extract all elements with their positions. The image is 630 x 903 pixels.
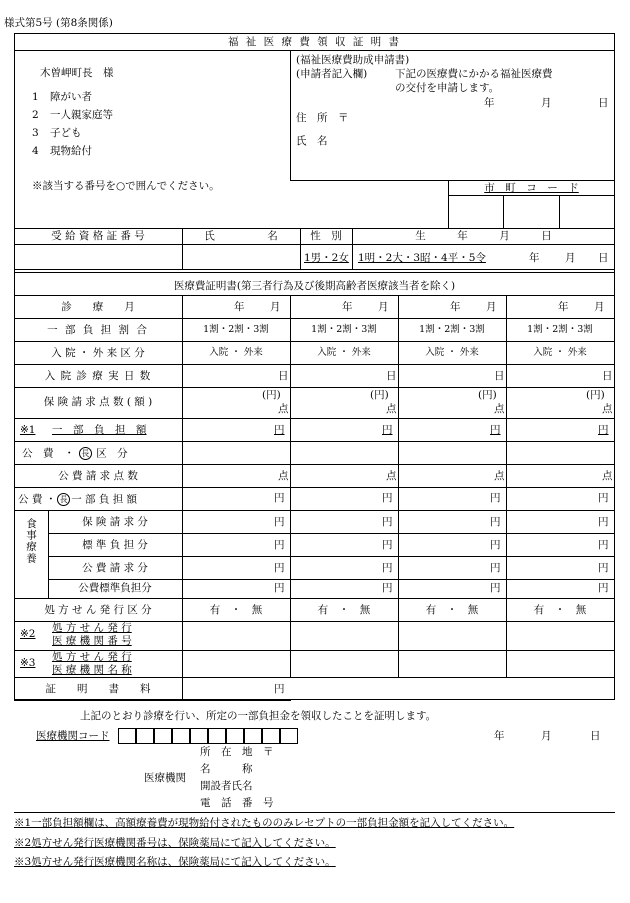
divider: [290, 50, 291, 181]
row-label-month: 診 療 月: [61, 301, 135, 313]
row-label-public-points: 公 費 請 求 点 数: [58, 470, 138, 482]
dob-label: 生 年 月 日: [415, 230, 552, 242]
institution-code-box[interactable]: [244, 728, 262, 744]
col4-days: 日: [602, 370, 613, 382]
name-label: 氏 名: [296, 135, 328, 147]
col3-in-out: 入院 ・ 外来: [425, 347, 479, 358]
row-label-points: 保 険 請 求 点 数 ( 額 ): [43, 396, 153, 408]
institution-code-label: 医療機関コード: [36, 730, 110, 742]
col4-public-points: 点: [602, 470, 613, 482]
col2-burden-amount: 円: [382, 424, 393, 436]
divider: [14, 269, 615, 270]
institution-code-box[interactable]: [262, 728, 280, 744]
col2-points-yen: (円): [370, 389, 389, 401]
col1-burden-amount: 円: [274, 424, 285, 436]
form-frame: [14, 33, 615, 700]
col3-points-yen: (円): [478, 389, 497, 401]
institution-name: 名 称: [200, 763, 253, 775]
divider: [14, 50, 615, 51]
institution-code-box[interactable]: [226, 728, 244, 744]
category-3-label: 子ども: [50, 127, 82, 139]
divider: [14, 387, 615, 388]
col1-month-month: 月: [270, 301, 281, 313]
row-label-burden-amount: 一 部 負 担 額: [52, 424, 147, 436]
divider: [14, 487, 615, 488]
address-label: 住 所 〒: [296, 112, 349, 124]
divider: [14, 295, 615, 296]
col3-points-unit: 点: [494, 403, 505, 415]
meal-label: 食事療養: [25, 518, 37, 564]
col1-rx-type: 有 ・ 無: [209, 604, 263, 616]
col4-in-out: 入院 ・ 外来: [533, 347, 587, 358]
institution-year: 年: [494, 730, 505, 742]
taku-mark: 長: [57, 493, 70, 506]
divider: [559, 195, 560, 228]
rx-no-line-1: 処 方 せ ん 発 行: [52, 622, 132, 634]
divider: [300, 228, 301, 270]
divider: [352, 228, 353, 270]
col4-meal-3: 円: [598, 562, 609, 574]
col3-month-month: 月: [486, 301, 497, 313]
rx-name-mark: ※3: [20, 657, 36, 669]
note-3: ※3処方せん発行医療機関名称は、保険薬局にて記入してください。: [14, 856, 336, 868]
institution-code-box[interactable]: [136, 728, 154, 744]
sex-label: 性 別: [310, 230, 342, 242]
circle-note: ※該当する番号を○で囲んでください。: [32, 180, 220, 192]
category-4-no: 4: [32, 145, 39, 157]
application-text-1: 下記の医療費にかかる福祉医療費: [395, 68, 553, 80]
col2-in-out: 入院 ・ 外来: [317, 347, 371, 358]
col4-public-burden: 円: [598, 492, 609, 504]
row-label-days: 入 院 診 療 実 日 数: [44, 370, 152, 382]
col3-burden-amount: 円: [490, 424, 501, 436]
col2-meal-3: 円: [382, 562, 393, 574]
col4-rx-type: 有 ・ 無: [533, 604, 587, 616]
city-code-label: 市 町 コ ー ド: [484, 182, 579, 194]
col3-meal-2: 円: [490, 539, 501, 551]
row-label-public-burden: 公 費 ・ 長 一 部 負 担 額: [18, 493, 138, 506]
divider: [14, 228, 615, 229]
medical-title: 医療費証明書(第三者行為及び後期高齢者医療該当者を除く): [173, 280, 456, 292]
dob-year: 年: [529, 252, 540, 264]
col3-public-points: 点: [494, 470, 505, 482]
col2-meal-4: 円: [382, 582, 393, 594]
institution-month: 月: [541, 730, 552, 742]
statement: 上記のとおり診療を行い、所定の一部負担金を領収したことを証明します。: [80, 710, 437, 722]
application-day: 日: [598, 97, 609, 109]
divider: [448, 195, 615, 196]
divider: [14, 244, 615, 245]
category-4-label: 現物給付: [50, 145, 92, 157]
col1-public-points: 点: [278, 470, 289, 482]
col4-meal-2: 円: [598, 539, 609, 551]
meal-row-3: 公 費 請 求 分: [82, 562, 148, 574]
category-2-label: 一人親家庭等: [50, 109, 113, 121]
category-1-no: 1: [32, 91, 39, 103]
form-title: 福 祉 医 療 費 領 収 証 明 書: [227, 36, 402, 48]
row-label-cert-fee: 証 明 書 料: [45, 683, 151, 695]
divider: [290, 180, 615, 181]
divider: [48, 556, 615, 557]
meal-row-1: 保 険 請 求 分: [82, 516, 148, 528]
rx-no-line-2: 医 療 機 関 番 号: [52, 635, 132, 647]
institution-founder: 開設者氏名: [200, 780, 253, 792]
application-year: 年: [484, 97, 495, 109]
col2-meal-1: 円: [382, 516, 393, 528]
institution-code-box[interactable]: [172, 728, 190, 744]
category-1-label: 障がい者: [50, 91, 92, 103]
row-label-rx-type: 処 方 せ ん 発 行 区 分: [44, 604, 152, 616]
institution-code-box[interactable]: [208, 728, 226, 744]
col3-month-year: 年: [450, 301, 461, 313]
divider: [14, 700, 291, 701]
application-heading: (福祉医療費助成申請書): [296, 54, 410, 66]
divider: [14, 441, 615, 442]
col4-burden-ratio: 1割・2割・3割: [527, 324, 593, 335]
application-month: 月: [541, 97, 552, 109]
col2-month-year: 年: [342, 301, 353, 313]
col1-meal-4: 円: [274, 582, 285, 594]
col1-in-out: 入院 ・ 外来: [209, 347, 263, 358]
category-3-no: 3: [32, 127, 39, 139]
col2-public-burden: 円: [382, 492, 393, 504]
divider: [503, 195, 504, 228]
col1-points-unit: 点: [278, 403, 289, 415]
form-number: 様式第5号 (第8条関係): [4, 17, 113, 29]
col2-rx-type: 有 ・ 無: [317, 604, 371, 616]
col4-points-unit: 点: [602, 403, 613, 415]
taku-mark: 長: [79, 447, 92, 460]
institution-location: 所 在 地 〒: [200, 746, 274, 758]
col1-meal-3: 円: [274, 562, 285, 574]
dob-day: 日: [598, 252, 609, 264]
rx-name-line-1: 処 方 せ ん 発 行: [52, 651, 132, 663]
divider: [14, 272, 615, 273]
col2-days: 日: [386, 370, 397, 382]
col2-burden-ratio: 1割・2割・3割: [311, 324, 377, 335]
application-text-2: の交付を申請します。: [395, 82, 500, 94]
cert-no-label: 受 給 資 格 証 番 号: [51, 230, 145, 242]
institution-phone: 電 話 番 号: [200, 797, 274, 809]
col3-burden-ratio: 1割・2割・3割: [419, 324, 485, 335]
divider: [14, 418, 615, 419]
addressee: 木曽岬町長 様: [40, 67, 114, 79]
name-col-label: 氏 名: [204, 230, 278, 242]
applicant-field: (申請者記入欄): [296, 68, 368, 80]
era-value: 1明・2大・3昭・4平・5令: [358, 252, 486, 264]
cert-fee-yen: 円: [274, 683, 285, 695]
col1-points-yen: (円): [262, 389, 281, 401]
col4-meal-4: 円: [598, 582, 609, 594]
burden-mark: ※1: [20, 424, 36, 436]
institution-label: 医療機関: [144, 772, 186, 784]
divider: [14, 510, 615, 511]
divider: [48, 533, 615, 534]
col2-month-month: 月: [378, 301, 389, 313]
rx-no-mark: ※2: [20, 628, 36, 640]
divider: [14, 341, 615, 342]
rx-name-line-2: 医 療 機 関 名 称: [52, 664, 132, 676]
meal-row-2: 標 準 負 担 分: [82, 539, 148, 551]
divider: [14, 598, 615, 599]
col2-meal-2: 円: [382, 539, 393, 551]
divider: [48, 579, 615, 580]
divider: [14, 677, 615, 678]
col3-public-burden: 円: [490, 492, 501, 504]
dob-month: 月: [565, 252, 576, 264]
divider: [14, 318, 615, 319]
row-label-in-out: 入 院 ・ 外 来 区 分: [51, 347, 145, 359]
note-2: ※2処方せん発行医療機関番号は、保険薬局にて記入してください。: [14, 837, 336, 849]
col2-public-points: 点: [386, 470, 397, 482]
divider: [14, 464, 615, 465]
col1-meal-1: 円: [274, 516, 285, 528]
institution-code-box[interactable]: [280, 728, 298, 744]
col4-points-yen: (円): [586, 389, 605, 401]
institution-code-box[interactable]: [190, 728, 208, 744]
row-label-burden-ratio: 一 部 負 担 割 合: [47, 324, 149, 336]
col3-meal-3: 円: [490, 562, 501, 574]
col1-month-year: 年: [234, 301, 245, 313]
col1-meal-2: 円: [274, 539, 285, 551]
row-label-public-cat: 公 費 ・ 長 区 分: [22, 447, 128, 460]
col3-meal-4: 円: [490, 582, 501, 594]
col1-public-burden: 円: [274, 492, 285, 504]
divider: [14, 812, 615, 813]
institution-code-box[interactable]: [154, 728, 172, 744]
col1-burden-ratio: 1割・2割・3割: [203, 324, 269, 335]
institution-day: 日: [590, 730, 601, 742]
col4-month-month: 月: [594, 301, 605, 313]
divider: [182, 228, 183, 270]
col3-meal-1: 円: [490, 516, 501, 528]
meal-row-4: 公費標準負担分: [78, 582, 152, 594]
col4-meal-1: 円: [598, 516, 609, 528]
col2-points-unit: 点: [386, 403, 397, 415]
note-1: ※1一部負担額欄は、高額療養費が現物給付されたもののみレセプトの一部負担金額を記入してください。: [14, 817, 515, 829]
divider: [14, 364, 615, 365]
col3-days: 日: [494, 370, 505, 382]
institution-code-box[interactable]: [118, 728, 136, 744]
col4-month-year: 年: [558, 301, 569, 313]
category-2-no: 2: [32, 109, 39, 121]
col4-burden-amount: 円: [598, 424, 609, 436]
col3-rx-type: 有 ・ 無: [425, 604, 479, 616]
sex-value: 1男・2女: [304, 252, 349, 264]
col1-days: 日: [278, 370, 289, 382]
